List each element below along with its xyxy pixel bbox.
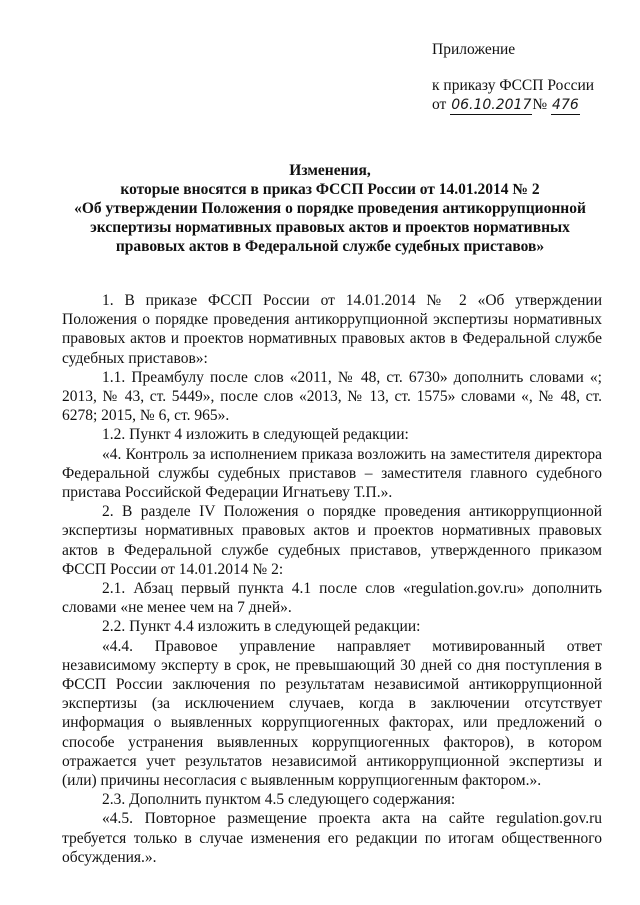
appendix-label: Приложение bbox=[432, 41, 516, 58]
handwritten-date: 06.10.2017 bbox=[451, 97, 532, 113]
title-line: правовых актов в Федеральной службе судебных приставов» bbox=[115, 238, 545, 255]
order-date-line bbox=[432, 95, 594, 115]
title-line: Изменения, bbox=[289, 162, 371, 179]
appendix-header bbox=[432, 40, 594, 115]
paragraph-1-1: 1.1. Преамбулу после слов «2011, № 48, ст. 6730» дополнить словами «; 2013, № 43, ст. 5449», после слов «2013, № 13, ст. 1575» словами «, № 48, ст. 6278; 2015, № 6, ст. 965». bbox=[62, 368, 602, 425]
paragraph-2-3-text: «4.5. Повторное размещение проекта акта на сайте regulation.gov.ru требуется только в случае изменения его редакции по итогам общественного обсуждения.». bbox=[62, 810, 602, 866]
date-prefix: от bbox=[432, 96, 447, 113]
paragraph-1-2-text: «4. Контроль за исполнением приказа возложить на заместителя директора Федеральной службы судебных приставов – заместителя главного судебного пристава Российской Федерации Игнатьеву Т.П.». bbox=[62, 445, 602, 502]
paragraph-2-2-text: «4.4. Правовое управление направляет мотивированный ответ независимому эксперту в срок, не превышающий 30 дней со дня поступления в ФССП России заключения по результатам независимой антикоррупционной экспертизы (за исключением случаев, когда в заключении отсутствует информация о выявленных коррупциогенных факторах, или предложений о способе устранения выявленных коррупциогенных факторов), в котором отражается учет результатов независимой антикоррупционной экспертизы и (или) причины несогласия с выявленным коррупциогенным фактором.». bbox=[62, 637, 602, 790]
paragraph-1-2: 1.2. Пункт 4 изложить в следующей редакции: bbox=[102, 426, 409, 444]
handwritten-number: 476 bbox=[552, 97, 579, 113]
title-line: которые вносятся в приказ ФССП России от 14.01.2014 № 2 bbox=[120, 181, 540, 198]
paragraph-2-2: 2.2. Пункт 4.4 изложить в следующей редакции: bbox=[102, 618, 421, 636]
document-title bbox=[60, 161, 600, 256]
paragraph-1: 1. В приказе ФССП России от 14.01.2014 № 2 «Об утверждении Положения о порядке проведения антикоррупционной экспертизы нормативных правовых актов и проектов нормативных правовых актов в Федеральной службе судебных приставов»: bbox=[62, 292, 602, 367]
title-line: экспертизы нормативных правовых актов и проектов нормативных bbox=[90, 219, 570, 236]
title-line: «Об утверждении Положения о порядке проведения антикоррупционной bbox=[74, 200, 586, 217]
paragraph-2-3: 2.3. Дополнить пунктом 4.5 следующего содержания: bbox=[102, 791, 456, 809]
order-reference: к приказу ФССП России bbox=[432, 77, 595, 94]
paragraph-2-1: 2.1. Абзац первый пункта 4.1 после слов «regulation.gov.ru» дополнить словами «не менее чем на 7 дней». bbox=[62, 580, 602, 617]
paragraph-2: 2. В разделе IV Положения о порядке проведения антикоррупционной экспертизы нормативных правовых актов и проектов нормативных правовых актов в Федеральной службе судебных приставов, утвержденного приказом ФССП России от 14.01.2014 № 2: bbox=[62, 503, 602, 578]
number-sign: № bbox=[532, 96, 548, 113]
document-body bbox=[62, 291, 602, 867]
